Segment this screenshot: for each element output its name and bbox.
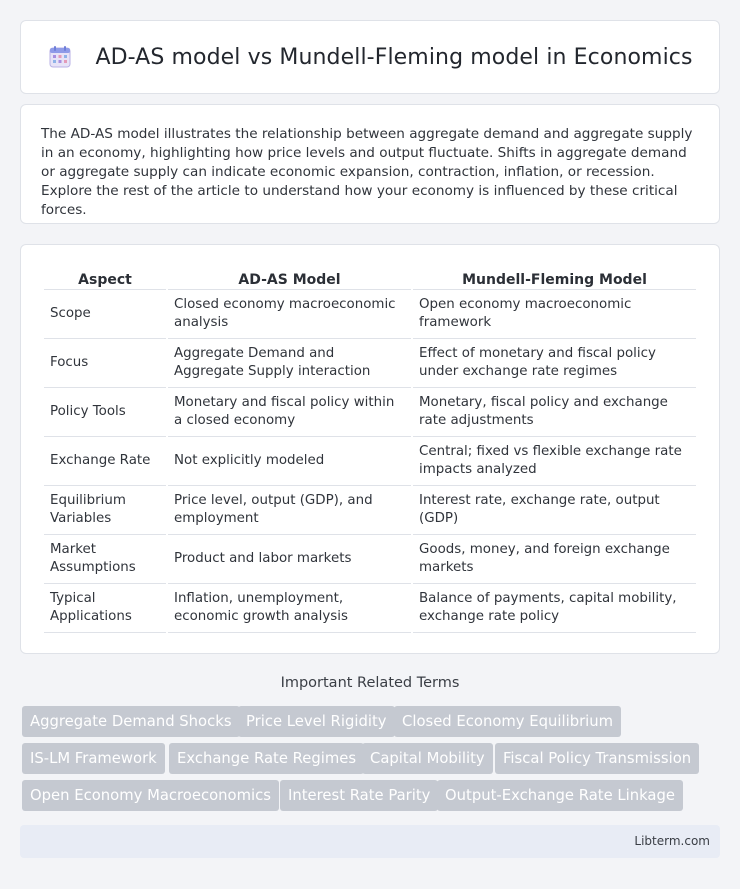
tag-exchange-rate-regimes[interactable]: Exchange Rate Regimes (169, 743, 364, 774)
cell-ad-as: Closed economy macroeconomic analysis (168, 290, 411, 339)
table-row (44, 290, 696, 339)
cell-ad-as: Price level, output (GDP), and employment (168, 486, 411, 535)
cell-mundell-fleming: Open economy macroeconomic framework (413, 290, 696, 339)
cell-mundell-fleming: Effect of monetary and fiscal policy under exchange rate regimes (413, 339, 696, 388)
cell-mundell-fleming: Goods, money, and foreign exchange markets (413, 535, 696, 584)
table-row (44, 437, 696, 486)
cell-aspect: Market Assumptions (44, 535, 166, 584)
cell-ad-as: Monetary and fiscal policy within a closed economy (168, 388, 411, 437)
cell-aspect: Typical Applications (44, 584, 166, 633)
cell-aspect: Focus (44, 339, 166, 388)
comparison-table-card (20, 244, 720, 654)
table-header-row (44, 266, 696, 290)
cell-mundell-fleming: Interest rate, exchange rate, output (GDP) (413, 486, 696, 535)
intro-text: The AD-AS model illustrates the relationship between aggregate demand and aggregate supply in an economy, highlighting how price levels and output fluctuate. Shifts in aggregate demand or aggregate supply can indicate economic expansion, contraction, inflation, or recession. Explore the rest of the article to understand how your economy is influenced by these critical forces. (41, 126, 693, 218)
tag-capital-mobility[interactable]: Capital Mobility (362, 743, 493, 774)
tag-is-lm-framework[interactable]: IS-LM Framework (22, 743, 165, 774)
header-aspect: Aspect (44, 266, 166, 290)
tag-aggregate-demand-shocks[interactable]: Aggregate Demand Shocks (22, 706, 240, 737)
cell-ad-as: Aggregate Demand and Aggregate Supply interaction (168, 339, 411, 388)
cell-mundell-fleming: Balance of payments, capital mobility, exchange rate policy (413, 584, 696, 633)
table-row (44, 584, 696, 633)
cell-aspect: Scope (44, 290, 166, 339)
cell-ad-as: Product and labor markets (168, 535, 411, 584)
cell-mundell-fleming: Central; fixed vs flexible exchange rate impacts analyzed (413, 437, 696, 486)
cell-ad-as: Not explicitly modeled (168, 437, 411, 486)
cell-mundell-fleming: Monetary, fiscal policy and exchange rate adjustments (413, 388, 696, 437)
tag-open-economy-macroeconomics[interactable]: Open Economy Macroeconomics (22, 780, 279, 811)
comparison-table (42, 266, 698, 633)
page-title: AD-AS model vs Mundell-Fleming model in Economics (95, 44, 693, 70)
table-row (44, 339, 696, 388)
cell-aspect: Equilibrium Variables (44, 486, 166, 535)
footer (20, 825, 720, 858)
title-card (20, 20, 720, 94)
tag-interest-rate-parity[interactable]: Interest Rate Parity (280, 780, 438, 811)
cell-aspect: Exchange Rate (44, 437, 166, 486)
table-row (44, 388, 696, 437)
related-terms-title: Important Related Terms (280, 675, 460, 691)
cell-ad-as: Inflation, unemployment, economic growth analysis (168, 584, 411, 633)
footer-brand-link[interactable]: Libterm.com (634, 834, 710, 848)
tag-fiscal-policy-transmission[interactable]: Fiscal Policy Transmission (495, 743, 699, 774)
header-mundell-fleming: Mundell-Fleming Model (413, 266, 696, 290)
tag-price-level-rigidity[interactable]: Price Level Rigidity (238, 706, 395, 737)
calendar-grid-icon (47, 44, 73, 70)
tag-output-exchange-rate-linkage[interactable]: Output-Exchange Rate Linkage (437, 780, 683, 811)
tag-closed-economy-equilibrium[interactable]: Closed Economy Equilibrium (394, 706, 621, 737)
table-row (44, 486, 696, 535)
intro-card (20, 104, 720, 224)
table-row (44, 535, 696, 584)
header-ad-as: AD-AS Model (168, 266, 411, 290)
cell-aspect: Policy Tools (44, 388, 166, 437)
